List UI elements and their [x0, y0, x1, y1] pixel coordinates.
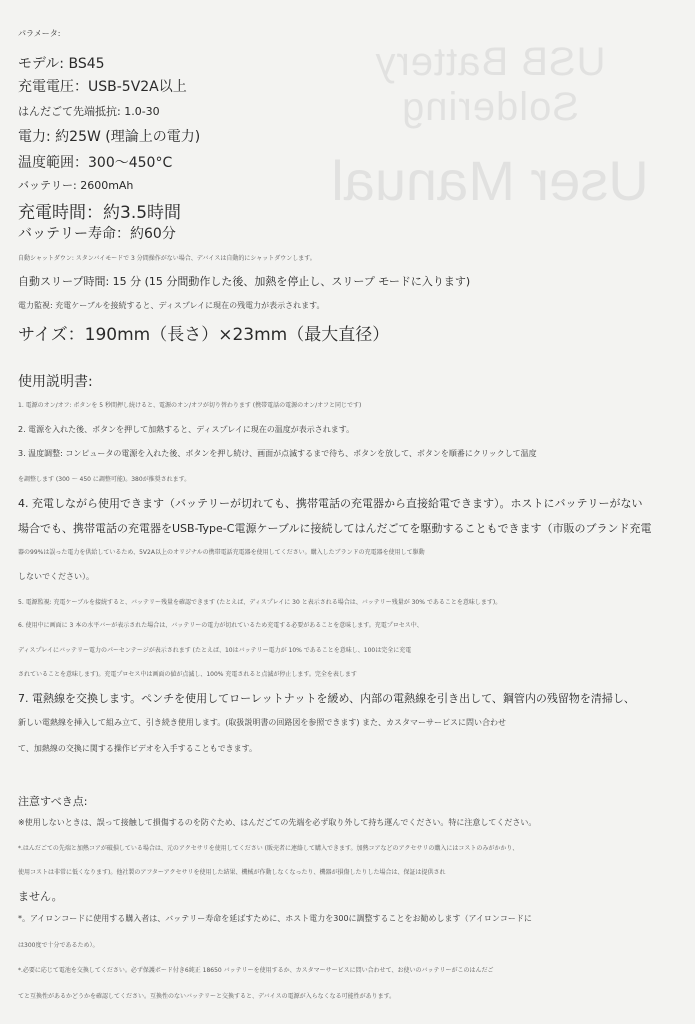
usage-item-4d: しないでください）。	[18, 572, 94, 581]
param-model: モデル: BS45	[18, 56, 105, 72]
param-size: サイズ：190mm（長さ）×23mm（最大直径）	[18, 325, 390, 345]
note-2c: ません。	[18, 890, 63, 903]
usage-item-2: 2. 電源を入れた後、ボタンを押して加熱すると、ディスプレイに現在の温度が表示されます。	[18, 425, 355, 434]
note-4b: てと互換性があるかどうかを確認してください。互換性のないバッテリーと交換すると、デバイスの電源が入らなくなる可能性があります。	[18, 993, 396, 1000]
param-tip-resistance: はんだごて先端抵抗: 1.0-30	[18, 105, 160, 118]
param-power-monitor: 電力監視: 充電ケーブルを接続すると、ディスプレイに現在の残電力が表示されます。	[18, 301, 325, 310]
param-temp-range: 温度範囲：300～450°C	[18, 155, 173, 171]
note-3a: *。アイロンコードに使用する購入者は、バッテリー寿命を延ばすために、ホスト電力を300に調整することをお勧めします（アイロンコードに	[18, 914, 532, 923]
param-auto-shutdown: 自動シャットダウン: スタンバイモードで 3 分間操作がない場合、デバイスは自動的にシャットダウンします。	[18, 255, 316, 262]
bleed-line-1: USB Battery Soldering	[374, 40, 606, 129]
param-auto-sleep: 自動スリープ時間: 15 分 (15 分間動作した後、加熱を停止し、スリープ モードに入ります)	[18, 275, 471, 288]
params-header: パラメータ:	[18, 29, 61, 38]
usage-title: 使用説明書:	[18, 374, 93, 390]
note-1: ※使用しないときは、誤って接触して損傷するのを防ぐため、はんだごての先端を必ず取り外して持ち運んでください。特に注意してください。	[18, 818, 537, 827]
param-power: 電力: 約25W (理論上の電力)	[18, 129, 201, 145]
usage-item-6a: 6. 使用中に画面に 3 本の水平バーが表示された場合は、バッテリーの電力が切れているため充電する必要があることを意味します。充電プロセス中、	[18, 622, 423, 629]
usage-item-1: 1. 電源のオン/オフ: ボタンを 5 秒間押し続けると、電源のオン/オフが切り替わります (携帯電話の電源のオン/オフと同じです)	[18, 402, 362, 409]
notes-title: 注意すべき点:	[18, 795, 88, 808]
param-battery-life: バッテリー寿命：約60分	[18, 226, 176, 242]
note-3b: は300度で十分であるため）。	[18, 942, 99, 949]
usage-item-7a: 7. 電熱線を交換します。ペンチを使用してローレットナットを緩め、内部の電熱線を引き出して、鋼管内の残留物を清掃し、	[18, 692, 635, 705]
usage-item-3a: 3. 温度調整: コンピュータの電源を入れた後、ボタンを押し続け、画面が点滅するまで待ち、ボタンを放して、ボタンを順番にクリックして温度	[18, 449, 537, 458]
usage-item-6b: ディスプレイにバッテリー電力のパーセンテージが表示されます (たとえば、10はバッテリー電力が 10% であることを意味し、100は完全に充電	[18, 647, 412, 654]
param-charge-voltage: 充電電圧：USB-5V2A以上	[18, 79, 187, 95]
note-2b: 使用コストは非常に低くなります)。他社製のアフターアクセサリを使用した結果、機械が作動しなくなったり、機器が損傷したりした場合は、保証は提供され	[18, 869, 446, 876]
param-charge-time: 充電時間：約3.5時間	[18, 203, 182, 223]
usage-item-3b: を調整します (300 ～ 450 に調整可能)。380が推奨されます。	[18, 476, 191, 483]
usage-item-4b: 場合でも、携帯電話の充電器をUSB-Type-C電源ケーブルに接続してはんだごてを駆動することもできます（市販のブランド充電	[18, 522, 652, 535]
usage-item-7b: 新しい電熱線を挿入して組み立て、引き続き使用します。(取扱説明書の回路図を参照できます) また、カスタマーサービスに問い合わせ	[18, 718, 506, 727]
note-4a: *.必要に応じて電池を交換してください。必ず保護ボード付き6純正 18650 バッテリーを使用するか、カスタマーサービスに問い合わせて、お使いのバッテリーがこのはんだご	[18, 967, 494, 974]
note-2a: *.はんだごての先端と加熱コアが破損している場合は、元のアクセサリを使用してください (販売者に連絡して購入できます。加熱コアなどのアクセサリの購入にはコストのみがかかり、	[18, 845, 519, 852]
usage-item-4a: 4. 充電しながら使用できます（バッテリーが切れても、携帯電話の充電器から直接給電できます）。ホストにバッテリーがない	[18, 497, 643, 510]
mirrored-cover-bleed	[325, 40, 655, 213]
param-battery: バッテリー: 2600mAh	[18, 179, 134, 192]
usage-item-5: 5. 電源監視: 充電ケーブルを接続すると、バッテリー残量を確認できます (たとえば、ディスプレイに 30 と表示される場合は、バッテリー残量が 30% であることを意味します)。	[18, 599, 502, 606]
bleed-line-2: User Manual	[331, 149, 649, 212]
usage-item-4c: 器の99%は誤った電力を供給しているため、5V2A以上のオリジナルの携帯電話充電器を使用してください。購入したブランドの充電器を使用して駆動	[18, 549, 425, 556]
usage-item-7c: て、加熱線の交換に関する操作ビデオを入手することもできます。	[18, 744, 258, 753]
usage-item-6c: されていることを意味します)。充電プロセス中は画面の値が点滅し、100% 充電されると点滅が停止します。完全を表します	[18, 671, 357, 678]
